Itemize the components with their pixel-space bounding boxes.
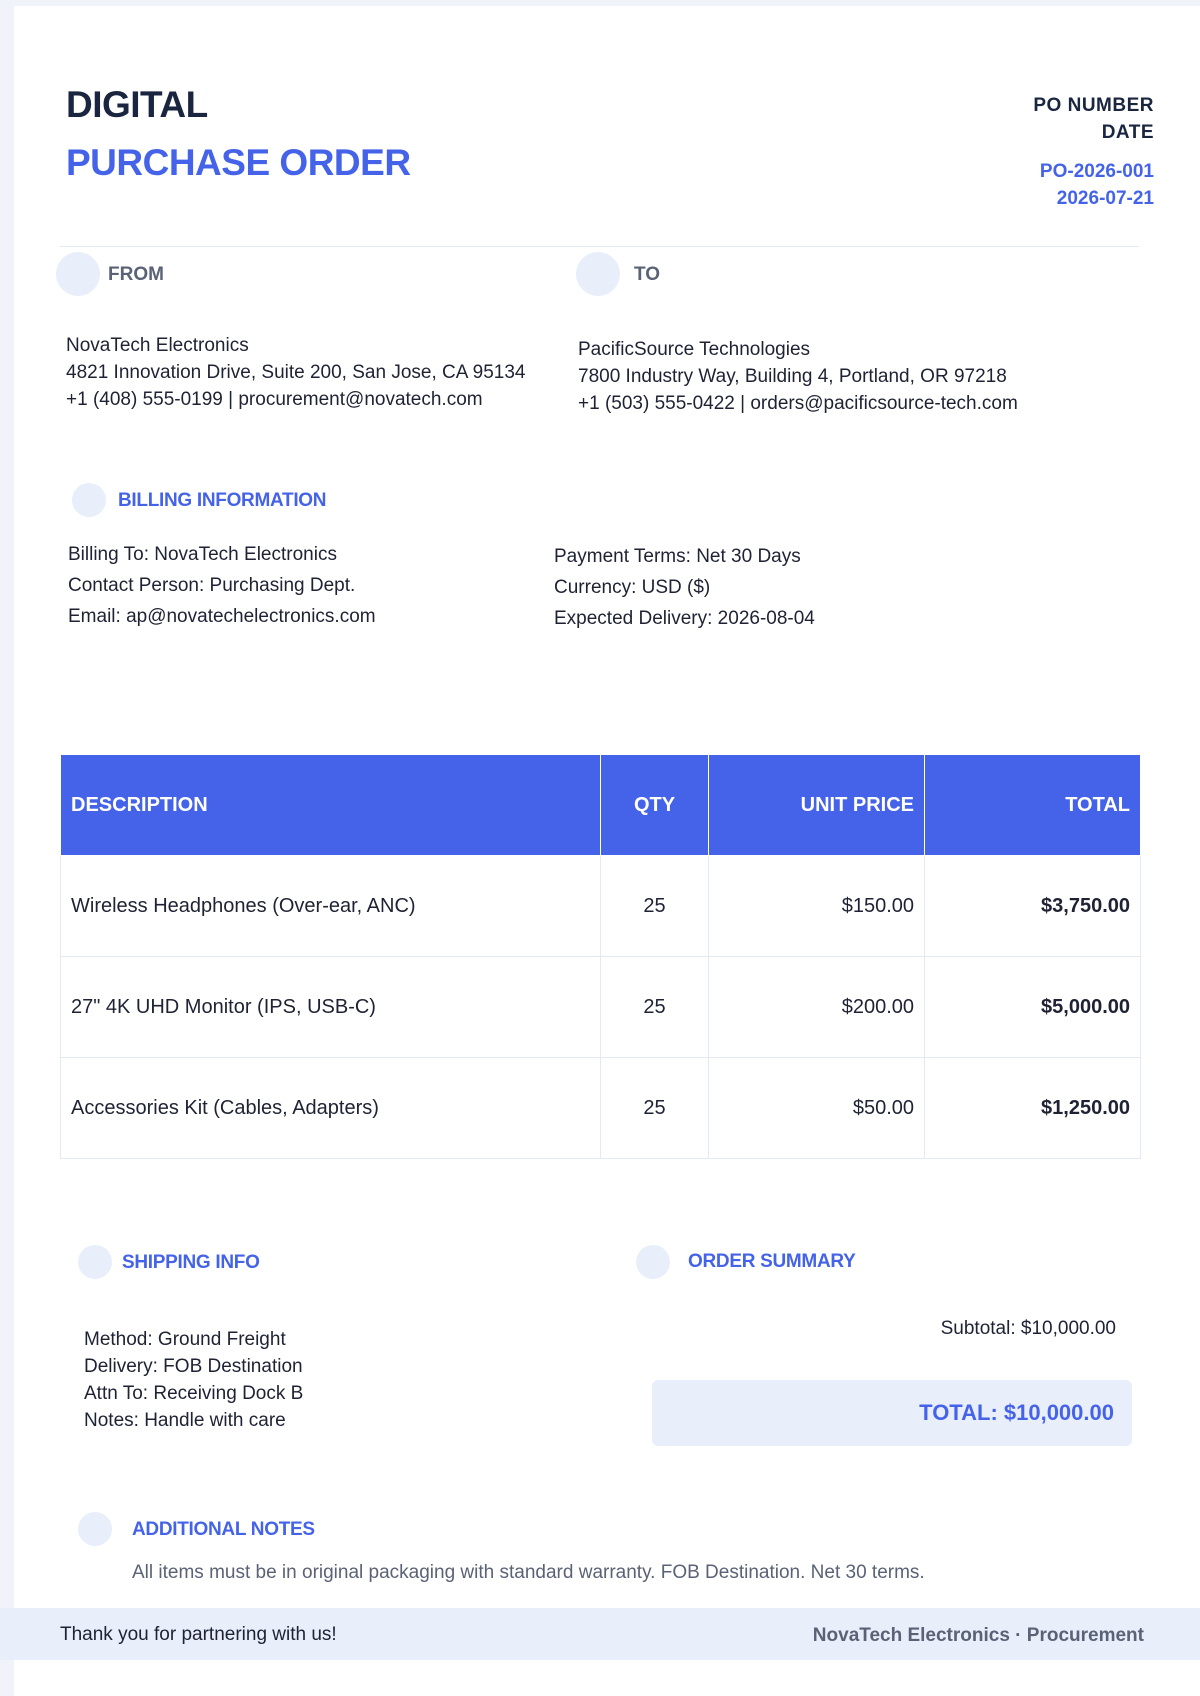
summary-circle-icon — [636, 1245, 670, 1279]
item-qty: 25 — [601, 856, 709, 957]
table-row — [61, 1058, 1141, 1159]
table-row — [61, 957, 1141, 1058]
grand-total: TOTAL: $10,000.00 — [919, 1400, 1114, 1425]
item-unit-price: $200.00 — [709, 957, 925, 1058]
notes-circle-icon — [78, 1512, 112, 1546]
billing-label: BILLING INFORMATION — [118, 490, 327, 511]
additional-notes-text: All items must be in original packaging with standard warranty. FOB Destination. Net 30 terms. — [132, 1562, 925, 1583]
item-description: 27" 4K UHD Monitor (IPS, USB-C) — [61, 957, 601, 1058]
footer-bar — [0, 1608, 1200, 1660]
from-label: FROM — [108, 264, 164, 285]
document-title-line1: DIGITAL — [66, 84, 208, 125]
to-circle-icon — [576, 252, 620, 296]
shipping-delivery: Delivery: FOB Destination — [84, 1356, 303, 1377]
date-label: DATE — [1101, 122, 1154, 143]
from-company-name: NovaTech Electronics — [66, 335, 249, 356]
shipping-details — [84, 1326, 303, 1434]
billing-right-column — [554, 541, 815, 634]
item-total: $3,750.00 — [925, 856, 1141, 957]
table-row — [61, 856, 1141, 957]
item-description: Wireless Headphones (Over-ear, ANC) — [61, 856, 601, 957]
from-circle-icon — [56, 252, 100, 296]
billing-to: Billing To: NovaTech Electronics — [68, 544, 337, 565]
table-header-row — [61, 755, 1141, 856]
currency: Currency: USD ($) — [554, 577, 711, 598]
payment-terms: Payment Terms: Net 30 Days — [554, 546, 801, 567]
header-description: DESCRIPTION — [61, 755, 601, 856]
shipping-circle-icon — [78, 1245, 112, 1279]
shipping-attn: Attn To: Receiving Dock B — [84, 1383, 304, 1404]
item-description: Accessories Kit (Cables, Adapters) — [61, 1058, 601, 1159]
footer-company: NovaTech Electronics · Procurement — [812, 1625, 1144, 1646]
shipping-method: Method: Ground Freight — [84, 1329, 286, 1350]
total-box — [652, 1380, 1132, 1446]
item-total: $5,000.00 — [925, 957, 1141, 1058]
expected-delivery: Expected Delivery: 2026-08-04 — [554, 608, 815, 629]
shipping-label: SHIPPING INFO — [122, 1252, 260, 1273]
subtotal: Subtotal: $10,000.00 — [940, 1318, 1116, 1339]
po-number-label: PO NUMBER — [1033, 95, 1154, 116]
header-total: TOTAL — [925, 755, 1141, 856]
to-company-name: PacificSource Technologies — [578, 339, 811, 360]
billing-contact-person: Contact Person: Purchasing Dept. — [68, 575, 356, 596]
to-address-block — [578, 336, 1018, 417]
shipping-notes: Notes: Handle with care — [84, 1410, 286, 1431]
from-address: 4821 Innovation Drive, Suite 200, San Jose, CA 95134 — [66, 362, 526, 383]
document-title-line2: PURCHASE ORDER — [66, 142, 411, 183]
item-unit-price: $50.00 — [709, 1058, 925, 1159]
to-contact: +1 (503) 555-0422 | orders@pacificsource-tech.com — [578, 393, 1018, 414]
date-value: 2026-07-21 — [1056, 188, 1154, 209]
header-unit-price: UNIT PRICE — [709, 755, 925, 856]
header-divider — [60, 246, 1139, 247]
line-items-table — [60, 754, 1141, 1159]
from-contact: +1 (408) 555-0199 | procurement@novatech.com — [66, 389, 483, 410]
item-qty: 25 — [601, 957, 709, 1058]
po-number-value: PO-2026-001 — [1039, 161, 1154, 182]
purchase-order-page — [14, 6, 1200, 1696]
from-address-block — [66, 332, 525, 413]
order-summary-label: ORDER SUMMARY — [688, 1251, 856, 1272]
billing-left-column — [68, 539, 376, 632]
to-address: 7800 Industry Way, Building 4, Portland, OR 97218 — [578, 366, 1007, 387]
po-meta-block — [1033, 92, 1154, 212]
billing-circle-icon — [72, 483, 106, 517]
item-total: $1,250.00 — [925, 1058, 1141, 1159]
to-label: TO — [634, 264, 661, 285]
header-qty: QTY — [601, 755, 709, 856]
additional-notes-label: ADDITIONAL NOTES — [132, 1519, 315, 1540]
item-qty: 25 — [601, 1058, 709, 1159]
footer-thank-you: Thank you for partnering with us! — [60, 1624, 337, 1645]
item-unit-price: $150.00 — [709, 856, 925, 957]
billing-email: Email: ap@novatechelectronics.com — [68, 606, 376, 627]
